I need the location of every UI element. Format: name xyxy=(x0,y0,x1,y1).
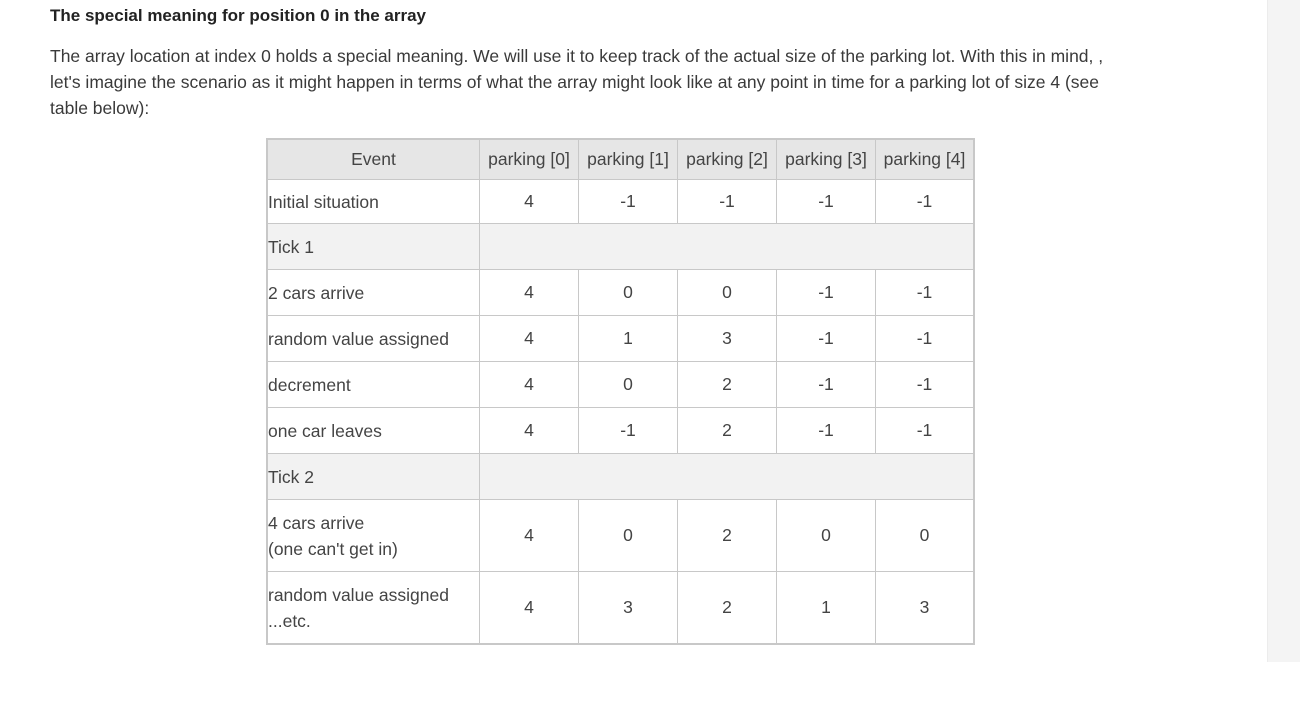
event-line-2: ...etc. xyxy=(268,610,311,631)
event-cell: one car leaves xyxy=(267,408,480,454)
event-cell: Initial situation xyxy=(267,180,480,224)
value-cell: 4 xyxy=(480,362,579,408)
event-cell xyxy=(267,500,480,572)
parking-table-wrapper xyxy=(266,138,975,645)
value-cell: -1 xyxy=(876,316,975,362)
intro-line-2: let's imagine the scenario as it might happen in terms of what the array might look like at any point in time for a parking lot of size 4 (see xyxy=(50,72,1100,92)
parking-table xyxy=(266,138,975,645)
value-cell: 4 xyxy=(480,316,579,362)
table-row xyxy=(267,500,974,572)
tick-label: Tick 2 xyxy=(267,454,480,500)
value-cell: -1 xyxy=(579,408,678,454)
value-cell: 2 xyxy=(678,408,777,454)
table-row xyxy=(267,572,974,645)
value-cell: 4 xyxy=(480,408,579,454)
header-parking-4: parking [4] xyxy=(876,139,975,180)
event-line-1: 4 cars arrive xyxy=(268,512,365,533)
value-cell: 2 xyxy=(678,362,777,408)
header-parking-0: parking [0] xyxy=(480,139,579,180)
value-cell: 2 xyxy=(678,500,777,572)
value-cell: 0 xyxy=(579,362,678,408)
value-cell: 3 xyxy=(579,572,678,645)
value-cell: -1 xyxy=(876,408,975,454)
scrollbar-track[interactable] xyxy=(1267,0,1300,662)
intro-line-1: The array location at index 0 holds a special meaning. We will use it to keep track of the actual size of the parking lot. With this in mind, , xyxy=(50,46,1104,66)
value-cell: -1 xyxy=(777,362,876,408)
tick-empty-span xyxy=(480,224,975,270)
tick-label: Tick 1 xyxy=(267,224,480,270)
value-cell: 0 xyxy=(579,500,678,572)
table-row xyxy=(267,316,974,362)
header-parking-3: parking [3] xyxy=(777,139,876,180)
value-cell: 0 xyxy=(579,270,678,316)
table-header-row xyxy=(267,139,974,180)
value-cell: 2 xyxy=(678,572,777,645)
event-cell xyxy=(267,572,480,645)
value-cell: 1 xyxy=(579,316,678,362)
header-parking-1: parking [1] xyxy=(579,139,678,180)
value-cell: -1 xyxy=(678,180,777,224)
header-event: Event xyxy=(267,139,480,180)
value-cell: 0 xyxy=(777,500,876,572)
value-cell: -1 xyxy=(777,316,876,362)
value-cell: 3 xyxy=(876,572,975,645)
intro-line-3: table below): xyxy=(50,98,150,118)
value-cell: -1 xyxy=(876,362,975,408)
value-cell: 0 xyxy=(678,270,777,316)
value-cell: 0 xyxy=(876,500,975,572)
value-cell: -1 xyxy=(579,180,678,224)
table-row xyxy=(267,270,974,316)
intro-paragraph xyxy=(50,43,1180,121)
event-cell: decrement xyxy=(267,362,480,408)
value-cell: 4 xyxy=(480,180,579,224)
value-cell: 3 xyxy=(678,316,777,362)
section-heading: The special meaning for position 0 in the array xyxy=(50,6,426,25)
event-line-2: (one can't get in) xyxy=(268,538,398,559)
value-cell: -1 xyxy=(876,180,975,224)
value-cell: -1 xyxy=(876,270,975,316)
header-parking-2: parking [2] xyxy=(678,139,777,180)
value-cell: 1 xyxy=(777,572,876,645)
event-cell: random value assigned xyxy=(267,316,480,362)
value-cell: 4 xyxy=(480,270,579,316)
tick-row xyxy=(267,224,974,270)
article-content xyxy=(50,0,1230,121)
value-cell: -1 xyxy=(777,180,876,224)
table-row xyxy=(267,408,974,454)
value-cell: -1 xyxy=(777,408,876,454)
value-cell: 4 xyxy=(480,500,579,572)
table-row xyxy=(267,362,974,408)
tick-row xyxy=(267,454,974,500)
value-cell: 4 xyxy=(480,572,579,645)
table-row xyxy=(267,180,974,224)
event-line-1: random value assigned xyxy=(268,584,449,605)
value-cell: -1 xyxy=(777,270,876,316)
event-cell: 2 cars arrive xyxy=(267,270,480,316)
tick-empty-span xyxy=(480,454,975,500)
